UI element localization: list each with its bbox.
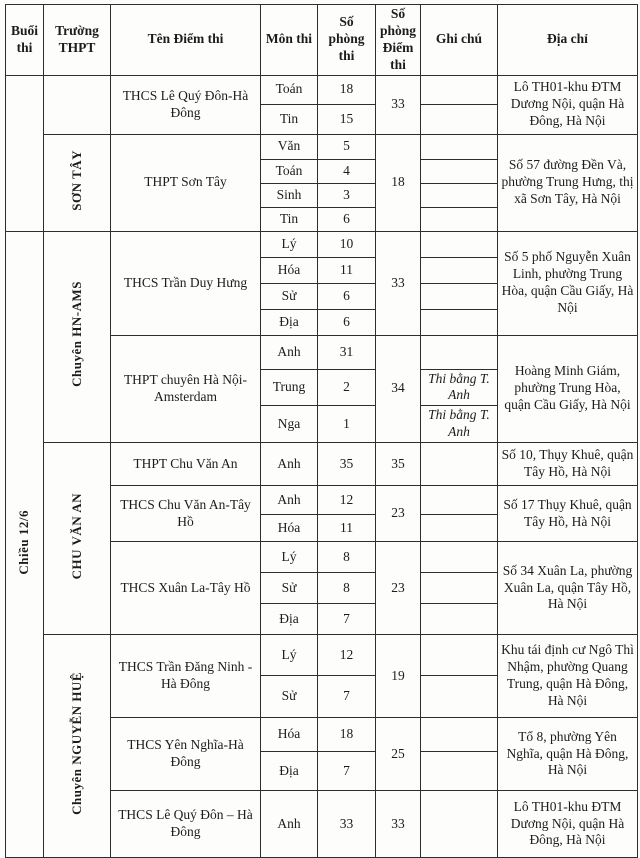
school-group-cell <box>44 443 111 635</box>
exam-schedule-table <box>5 4 638 858</box>
table-row <box>6 134 638 159</box>
subject-cell: Địa <box>261 604 318 635</box>
subject-cell: Anh <box>261 791 318 858</box>
rooms-count-cell: 6 <box>318 309 376 335</box>
rooms-count-cell: 18 <box>318 718 376 752</box>
note-cell <box>421 635 498 676</box>
note-cell <box>421 573 498 604</box>
rooms-count-cell: 15 <box>318 104 376 134</box>
site-rooms-count-cell: 35 <box>376 443 421 486</box>
rooms-count-cell: 35 <box>318 443 376 486</box>
subject-cell: Tin <box>261 104 318 134</box>
col-header-session: Buổi thi <box>6 5 44 76</box>
rooms-count-cell: 4 <box>318 159 376 183</box>
rooms-count-cell: 33 <box>318 791 376 858</box>
subject-cell: Lý <box>261 231 318 257</box>
session-label: Chiều 12/6 <box>16 509 32 575</box>
table-row <box>6 231 638 257</box>
subject-cell: Văn <box>261 134 318 159</box>
site-name-cell: THPT chuyên Hà Nội-Amsterdam <box>111 335 261 443</box>
site-name-cell: THPT Chu Văn An <box>111 443 261 486</box>
table-row <box>6 443 638 486</box>
subject-cell: Anh <box>261 443 318 486</box>
school-cell-empty <box>44 75 111 134</box>
school-group-cell <box>44 635 111 858</box>
rooms-count-cell: 1 <box>318 406 376 443</box>
subject-cell: Trung <box>261 369 318 406</box>
note-cell: Thi bằng T. Anh <box>421 406 498 443</box>
rooms-count-cell: 8 <box>318 542 376 573</box>
site-name-cell: THCS Yên Nghĩa-Hà Đông <box>111 718 261 791</box>
rooms-count-cell: 8 <box>318 573 376 604</box>
site-rooms-count-cell: 18 <box>376 134 421 231</box>
col-header-site: Tên Điểm thi <box>111 5 261 76</box>
note-cell <box>421 515 498 542</box>
note-cell <box>421 283 498 309</box>
note-cell: Thi bằng T. Anh <box>421 369 498 406</box>
school-group-label: SƠN TÂY <box>68 149 84 211</box>
site-rooms-count-cell: 34 <box>376 335 421 443</box>
note-cell <box>421 542 498 573</box>
site-name-cell: THPT Sơn Tây <box>111 134 261 231</box>
col-header-address: Địa chỉ <box>498 5 638 76</box>
subject-cell: Sử <box>261 283 318 309</box>
subject-cell: Toán <box>261 75 318 104</box>
note-cell <box>421 718 498 752</box>
address-cell: Số 34 Xuân La, phường Xuân La, quận Tây Hồ, Hà Nội <box>498 542 638 635</box>
school-group-cell <box>44 134 111 231</box>
note-cell <box>421 309 498 335</box>
note-cell <box>421 183 498 207</box>
col-header-note: Ghi chú <box>421 5 498 76</box>
note-cell <box>421 676 498 718</box>
address-cell: Số 5 phố Nguyễn Xuân Linh, phường Trung Hòa, quận Cầu Giấy, Hà Nội <box>498 231 638 335</box>
rooms-count-cell: 6 <box>318 283 376 309</box>
site-rooms-count-cell: 23 <box>376 486 421 542</box>
address-cell: Lô TH01-khu ĐTM Dương Nội, quận Hà Đông, Hà Nội <box>498 75 638 134</box>
site-rooms-count-cell: 33 <box>376 75 421 134</box>
rooms-count-cell: 12 <box>318 486 376 515</box>
rooms-count-cell: 7 <box>318 752 376 791</box>
col-header-rooms: Số phòng thi <box>318 5 376 76</box>
subject-cell: Hóa <box>261 257 318 283</box>
address-cell: Số 10, Thụy Khuê, quận Tây Hồ, Hà Nội <box>498 443 638 486</box>
note-cell <box>421 752 498 791</box>
rooms-count-cell: 11 <box>318 515 376 542</box>
note-cell <box>421 335 498 369</box>
subject-cell: Hóa <box>261 515 318 542</box>
site-rooms-count-cell: 23 <box>376 542 421 635</box>
subject-cell: Nga <box>261 406 318 443</box>
subject-cell: Địa <box>261 752 318 791</box>
subject-cell: Địa <box>261 309 318 335</box>
table-row <box>6 635 638 676</box>
rooms-count-cell: 10 <box>318 231 376 257</box>
rooms-count-cell: 6 <box>318 207 376 231</box>
school-group-cell <box>44 231 111 443</box>
rooms-count-cell: 3 <box>318 183 376 207</box>
address-cell: Số 57 đường Đền Và, phường Trung Hưng, thị xã Sơn Tây, Hà Nội <box>498 134 638 231</box>
subject-cell: Sử <box>261 676 318 718</box>
subject-cell: Anh <box>261 335 318 369</box>
site-rooms-count-cell: 33 <box>376 791 421 858</box>
session-cell-empty <box>6 75 44 231</box>
subject-cell: Toán <box>261 159 318 183</box>
note-cell <box>421 791 498 858</box>
school-group-label: Chuyên NGUYỄN HUỆ <box>68 672 84 815</box>
site-rooms-count-cell: 19 <box>376 635 421 718</box>
col-header-subject: Môn thi <box>261 5 318 76</box>
rooms-count-cell: 7 <box>318 604 376 635</box>
school-group-label: Chuyên HN-AMS <box>68 281 84 388</box>
address-cell: Số 17 Thụy Khuê, quận Tây Hồ, Hà Nội <box>498 486 638 542</box>
rooms-count-cell: 31 <box>318 335 376 369</box>
rooms-count-cell: 5 <box>318 134 376 159</box>
col-header-school: Trường THPT <box>44 5 111 76</box>
subject-cell: Tin <box>261 207 318 231</box>
site-name-cell: THCS Trần Đăng Ninh - Hà Đông <box>111 635 261 718</box>
address-cell: Hoàng Minh Giám, phường Trung Hòa, quận Cầu Giấy, Hà Nội <box>498 335 638 443</box>
site-name-cell: THCS Xuân La-Tây Hồ <box>111 542 261 635</box>
note-cell <box>421 486 498 515</box>
subject-cell: Hóa <box>261 718 318 752</box>
rooms-count-cell: 11 <box>318 257 376 283</box>
site-name-cell: THCS Lê Quý Đôn-Hà Đông <box>111 75 261 134</box>
site-name-cell: THCS Lê Quý Đôn – Hà Đông <box>111 791 261 858</box>
site-rooms-count-cell: 25 <box>376 718 421 791</box>
address-cell: Lô TH01-khu ĐTM Dương Nội, quận Hà Đông, Hà Nội <box>498 791 638 858</box>
site-rooms-count-cell: 33 <box>376 231 421 335</box>
subject-cell: Anh <box>261 486 318 515</box>
note-cell <box>421 134 498 159</box>
subject-cell: Sử <box>261 573 318 604</box>
note-cell <box>421 231 498 257</box>
note-cell <box>421 207 498 231</box>
subject-cell: Lý <box>261 542 318 573</box>
address-cell: Khu tái định cư Ngô Thì Nhậm, phường Quang Trung, quận Hà Đông, Hà Nội <box>498 635 638 718</box>
note-cell <box>421 159 498 183</box>
header-row <box>6 5 638 76</box>
note-cell <box>421 257 498 283</box>
col-header-site-rooms: Số phòng Điểm thi <box>376 5 421 76</box>
note-cell <box>421 604 498 635</box>
subject-cell: Lý <box>261 635 318 676</box>
note-cell <box>421 443 498 486</box>
rooms-count-cell: 7 <box>318 676 376 718</box>
table-row <box>6 75 638 104</box>
note-cell <box>421 104 498 134</box>
site-name-cell: THCS Trần Duy Hưng <box>111 231 261 335</box>
subject-cell: Sinh <box>261 183 318 207</box>
school-group-label: CHU VĂN AN <box>68 492 84 580</box>
site-name-cell: THCS Chu Văn An-Tây Hồ <box>111 486 261 542</box>
rooms-count-cell: 18 <box>318 75 376 104</box>
note-cell <box>421 75 498 104</box>
address-cell: Tổ 8, phường Yên Nghĩa, quận Hà Đông, Hà Nội <box>498 718 638 791</box>
rooms-count-cell: 12 <box>318 635 376 676</box>
rooms-count-cell: 2 <box>318 369 376 406</box>
session-cell <box>6 231 44 858</box>
